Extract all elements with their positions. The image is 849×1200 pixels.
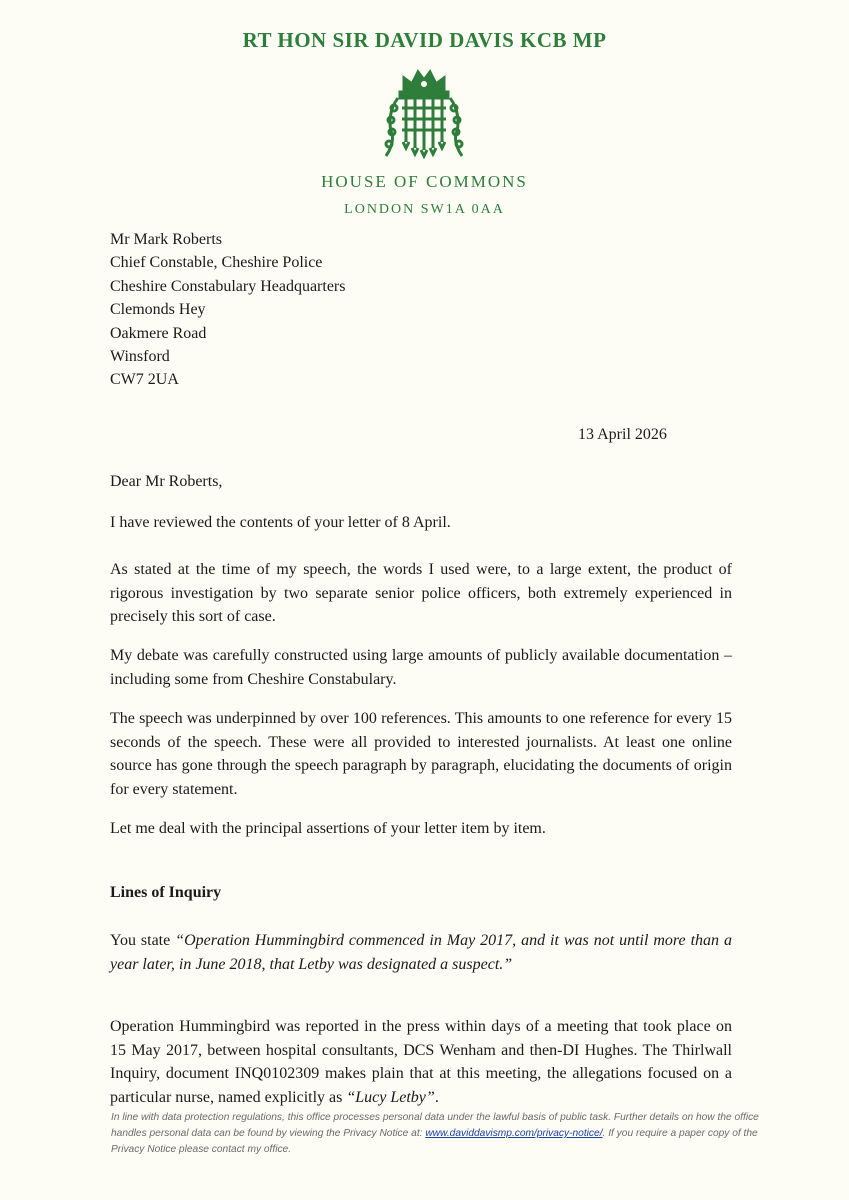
paragraph: The speech was underpinned by over 100 references. This amounts to one reference for every 15 seconds of the speech. These were all provided to interested journalists. At least one online source has gone through the speech paragraph by paragraph, elucidating the documents of origin for every statement. [110,710,732,798]
recipient-line: CW7 2UA [110,371,179,389]
recipient-line: Cheshire Constabulary Headquarters [110,277,346,295]
quotation: “Lucy Letby” [346,1088,435,1106]
recipient-line: Oakmere Road [110,324,207,342]
quotation: “Operation Hummingbird commenced in May 2017, and it was not until more than a year later, in June 2018, that Letby was designated a suspect.” [110,932,732,973]
footer-text: . If you require a paper copy of the Privacy Notice please contact my office. [111,1128,758,1155]
office-address: LONDON SW1A 0AA [344,202,505,217]
paragraph: My debate was carefully constructed using large amounts of publicly available documentation – including some from Cheshire Constabulary. [110,647,732,688]
paragraph [110,929,732,976]
footer-text: In line with data protection regulations, this office processes personal data under the lawful basis of public task. Further details on how the office handles personal data can be found by viewing the Privacy Notice at: [111,1112,759,1139]
paragraph-text: Operation Hummingbird was reported in the press within days of a meeting that took place on 15 May 2017, between hospital consultants, DCS Wenham and then-DI Hughes. The Thirlwall Inquiry, document INQ0102309 makes plain that at this meeting, the allegations focused on a particular nurse, named explicitly as [110,1018,732,1106]
portcullis-icon [382,68,466,160]
privacy-notice-link[interactable]: www.daviddavismp.com/privacy-notice/ [425,1128,603,1139]
paragraph: I have reviewed the contents of your letter of 8 April. [110,514,451,531]
recipient-line: Chief Constable, Cheshire Police [110,254,323,272]
letter-date: 13 April 2026 [578,426,667,443]
paragraph-lead: You state [110,932,176,949]
privacy-footer [111,1110,791,1158]
paragraph [110,1015,732,1109]
recipient-address [110,228,345,392]
paragraph: Let me deal with the principal assertions of your letter item by item. [110,820,546,837]
section-heading: Lines of Inquiry [110,884,222,901]
salutation: Dear Mr Roberts, [110,473,223,490]
recipient-line: Clemonds Hey [110,301,206,319]
paragraph-end: . [434,1088,439,1106]
recipient-line: Mr Mark Roberts [110,231,222,248]
house-of-commons-heading: HOUSE OF COMMONS [321,172,528,191]
paragraph: As stated at the time of my speech, the words I used were, to a large extent, the product of rigorous investigation by two separate senior police officers, both extremely experienced in precisely this sort of case. [110,561,732,625]
recipient-line: Winsford [110,348,170,366]
mp-name: RT HON SIR DAVID DAVIS KCB MP [242,28,607,52]
